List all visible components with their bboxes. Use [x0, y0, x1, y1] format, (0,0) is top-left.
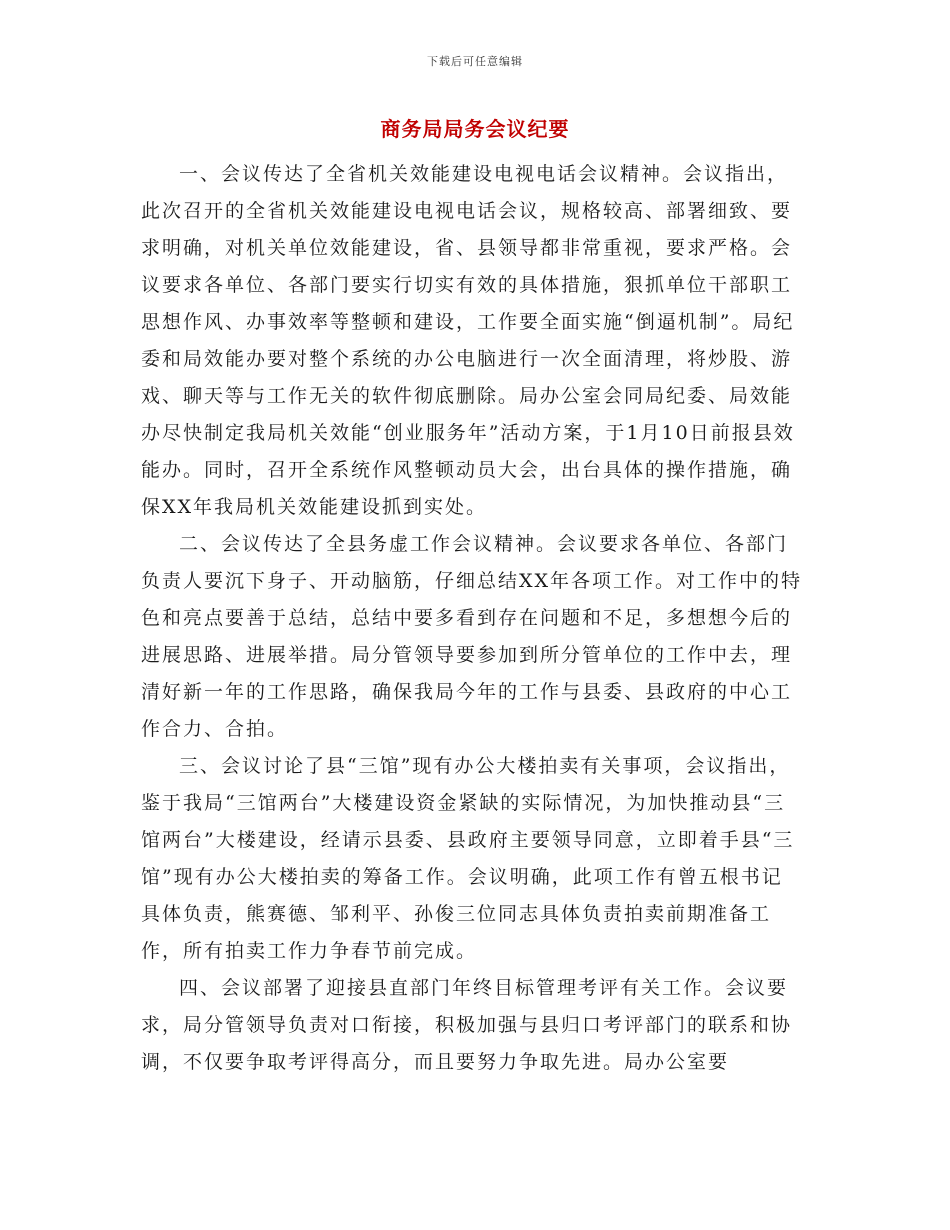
document-title: 商务局局务会议纪要 — [380, 117, 570, 141]
document-body — [141, 156, 803, 1081]
paragraph-3: 三、会议讨论了县“三馆”现有办公大楼拍卖有关事项，会议指出，鉴于我局“三馆两台”大楼建设资金紧缺的实际情况，为加快推动县“三馆两台”大楼建设，经请示县委、县政府主要领导同意，立即着手县“三馆”现有办公大楼拍卖的筹备工作。会议明确，此项工作有曾五根书记具体负责，熊赛德、邹利平、孙俊三位同志具体负责拍卖前期准备工作，所有拍卖工作力争春节前完成。 — [141, 755, 795, 962]
paragraph-1: 一、会议传达了全省机关效能建设电视电话会议精神。会议指出，此次召开的全省机关效能建设电视电话会议，规格较高、部署细致、要求明确，对机关单位效能建设，省、县领导都非常重视，要求严格。会议要求各单位、各部门要实行切实有效的具体措施，狠抓单位干部职工思想作风、办事效率等整顿和建设，工作要全面实施“倒逼机制”。局纪委和局效能办要对整个系统的办公电脑进行一次全面清理，将炒股、游戏、聊天等与工作无关的软件彻底删除。局办公室会同局纪委、局效能办尽快制定我局机关效能“创业服务年”活动方案，于1月10日前报县效能办。同时，召开全系统作风整顿动员大会，出台具体的操作措施，确保XX年我局机关效能建设抓到实处。 — [141, 163, 795, 518]
paragraph-4: 四、会议部署了迎接县直部门年终目标管理考评有关工作。会议要求，局分管领导负责对口衔接，积极加强与县归口考评部门的联系和协调，不仅要争取考评得高分，而且要努力争取先进。局办公室要 — [141, 977, 793, 1073]
header-note: 下载后可任意编辑 — [427, 55, 523, 68]
paragraph-2: 二、会议传达了全县务虚工作会议精神。会议要求各单位、各部门负责人要沉下身子、开动脑筋，仔细总结XX年各项工作。对工作中的特色和亮点要善于总结，总结中要多看到存在问题和不足，多想想今后的进展思路、进展举措。局分管领导要参加到所分管单位的工作中去，理清好新一年的工作思路，确保我局今年的工作与县委、县政府的中心工作合力、合拍。 — [141, 533, 803, 740]
